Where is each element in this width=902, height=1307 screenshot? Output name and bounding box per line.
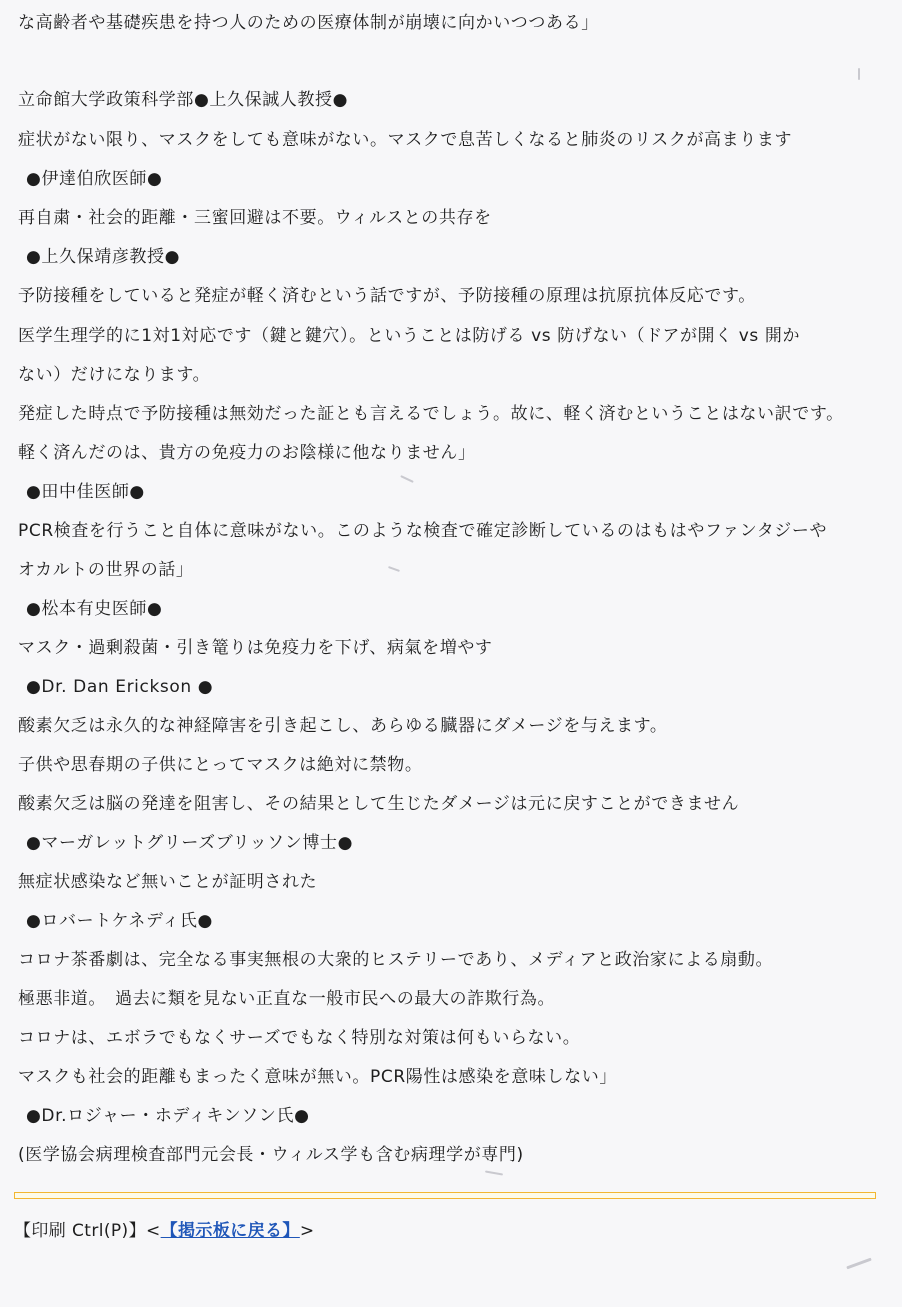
body-line: 無症状感染など無いことが証明された — [18, 872, 318, 892]
speaker-heading: ●伊達伯欣医師● — [26, 169, 163, 189]
speaker-heading: ●田中佳医師● — [26, 482, 145, 502]
scan-speck — [400, 475, 414, 483]
body-line: 予防接種をしていると発症が軽く済むという話ですが、予防接種の原理は抗原抗体反応です。 — [18, 286, 756, 306]
body-line: (医学協会病理検査部門元会長・ウィルス学も含む病理学が専門) — [18, 1145, 524, 1165]
body-line: 症状がない限り、マスクをしても意味がない。マスクで息苦しくなると肺炎のリスクが高まります — [18, 130, 793, 150]
scan-speck — [858, 68, 860, 80]
body-line: 子供や思春期の子供にとってマスクは絶対に禁物。 — [18, 755, 423, 775]
speaker-heading: ●Dr.ロジャー・ホディキンソン氏● — [26, 1106, 310, 1126]
footer-nav — [14, 1220, 314, 1242]
scan-speck — [485, 1170, 503, 1175]
body-line: な高齢者や基礎疾患を持つ人のための医療体制が崩壊に向かいつつある」 — [18, 13, 599, 33]
body-line: 極悪非道。 過去に類を見ない正直な一般市民への最大の詐欺行為。 — [18, 989, 556, 1009]
speaker-heading: ●Dr. Dan Erickson ● — [26, 677, 214, 697]
speaker-heading: ●上久保靖彦教授● — [26, 247, 181, 267]
body-line: コロナ茶番劇は、完全なる事実無根の大衆的ヒステリーであり、メディアと政治家による扇動。 — [18, 950, 774, 970]
body-line: オカルトの世界の話」 — [18, 560, 194, 580]
speaker-heading: ●松本有史医師● — [26, 599, 163, 619]
body-line: 医学生理学的に1対1対応です（鍵と鍵穴）。ということは防げる vs 防げない（ドアが開く vs 開か — [18, 326, 801, 346]
body-line: 酸素欠乏は脳の発達を阻害し、その結果として生じたダメージは元に戻すことができません — [18, 794, 740, 814]
open-bracket: < — [145, 1221, 161, 1241]
body-line: ない）だけになります。 — [18, 365, 211, 385]
body-line: 発症した時点で予防接種は無効だった証とも言えるでしょう。故に、軽く済むということはない訳です。 — [18, 404, 844, 424]
close-bracket: > — [299, 1221, 315, 1241]
section-divider — [14, 1192, 876, 1199]
speaker-heading: 立命館大学政策科学部●上久保誠人教授● — [18, 90, 349, 110]
speaker-heading: ●ロバートケネディ氏● — [26, 911, 213, 931]
back-to-board-link[interactable]: 【掲示板に戻る】 — [160, 1221, 300, 1241]
body-line: マスクも社会的距離もまったく意味が無い。PCR陽性は感染を意味しない」 — [18, 1067, 617, 1087]
body-line: 再自粛・社会的距離・三蜜回避は不要。ウィルスとの共存を — [18, 208, 492, 228]
print-button[interactable]: 【印刷 Ctrl(P)】 — [14, 1221, 146, 1241]
body-line: マスク・過剰殺菌・引き篭りは免疫力を下げ、病氣を増やす — [18, 638, 493, 658]
scan-speck — [846, 1258, 871, 1270]
body-line: PCR検査を行うこと自体に意味がない。このような検査で確定診断しているのはもはやファンタジーや — [18, 521, 828, 541]
scan-speck — [388, 566, 400, 572]
body-line: 軽く済んだのは、貴方の免疫力のお陰様に他なりません」 — [18, 443, 476, 463]
speaker-heading: ●マーガレットグリーズブリッソン博士● — [26, 833, 354, 853]
body-line: 酸素欠乏は永久的な神経障害を引き起こし、あらゆる臓器にダメージを与えます。 — [18, 716, 668, 736]
body-line: コロナは、エボラでもなくサーズでもなく特別な対策は何もいらない。 — [18, 1028, 581, 1048]
